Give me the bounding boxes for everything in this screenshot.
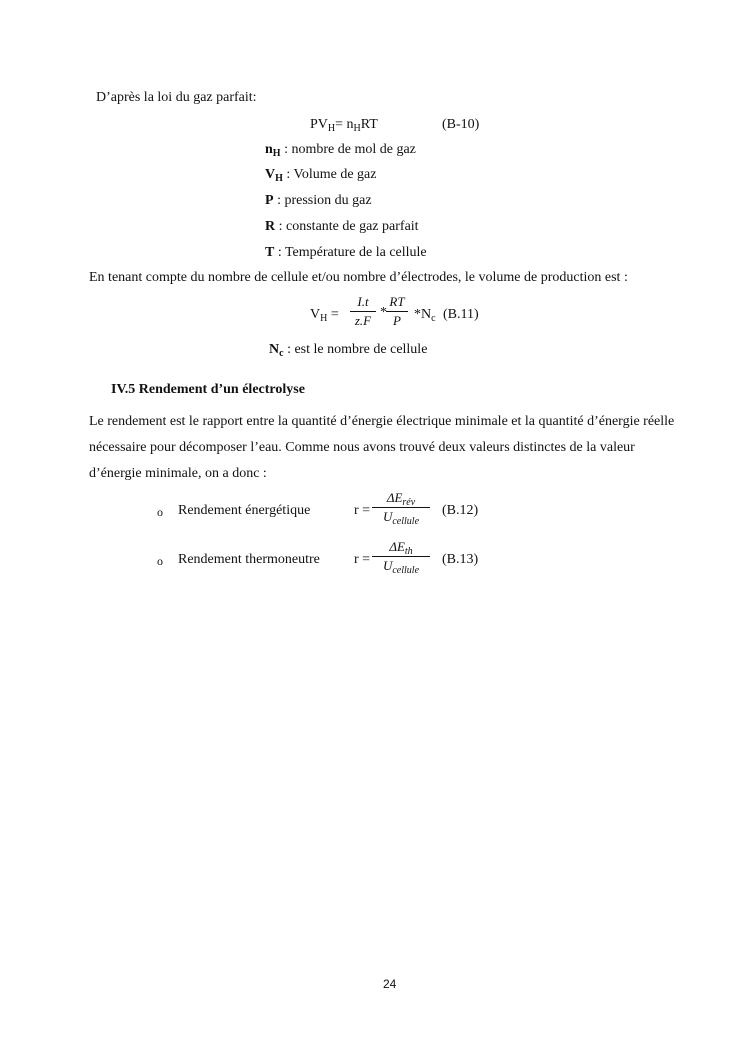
fraction-bar xyxy=(372,507,430,508)
page-number: 24 xyxy=(383,977,397,991)
production-sentence: En tenant compte du nombre de cellule et/ou nombre d’électrodes, le volume de production est : xyxy=(89,270,628,285)
fraction-it-zf: I.t z.F xyxy=(350,294,376,328)
fraction-rendement-thermoneutre: $\Delta E_{th}$ $U_{cellule}$ xyxy=(372,539,430,573)
definition-VH: $V_H$ : Volume de gaz xyxy=(265,167,377,184)
intro-text: D’après la loi du gaz parfait: xyxy=(96,90,257,105)
definition-nH: $n_H$ : nombre de mol de gaz xyxy=(265,142,416,159)
equation-b11-lhs: $V_H$ = xyxy=(310,307,339,324)
bullet-label-thermoneutre: Rendement thermoneutre xyxy=(178,552,320,567)
bullet-marker: o xyxy=(157,554,163,568)
fraction-bar xyxy=(372,556,430,557)
equation-label-b10: (B-10) xyxy=(442,117,480,132)
equation-label-b11: (B.11) xyxy=(443,307,479,322)
fraction-rendement-energetique: $\Delta E_{rév}$ $U_{cellule}$ xyxy=(372,490,430,524)
fraction-rt-p: RT P xyxy=(386,294,408,328)
multiply-sign: * xyxy=(380,305,387,320)
bullet-marker: o xyxy=(157,505,163,519)
r-equals: r = xyxy=(354,552,371,567)
fraction-bar xyxy=(350,311,376,312)
definition-P: P : pression du gaz xyxy=(265,193,372,208)
body-paragraph: Le rendement est le rapport entre la quantité d’énergie électrique minimale et la quantité d’énergie réelle nécessaire pour décomposer l’eau. Comme nous avons trouvé deux valeurs distinctes de la valeur d’énergie minimale, on a donc : xyxy=(89,414,675,481)
bullet-label-energetique: Rendement énergétique xyxy=(178,503,311,518)
definition-R: R : constante de gaz parfait xyxy=(265,219,419,234)
equation-label-b13: (B.13) xyxy=(442,552,479,567)
equation-label-b12: (B.12) xyxy=(442,503,479,518)
equation-b10: $PV_H= n_HRT$ xyxy=(310,117,378,134)
definition-Nc: $N_c$ : est le nombre de cellule xyxy=(269,342,428,359)
definition-T: T : Température de la cellule xyxy=(265,245,427,260)
r-equals: r = xyxy=(354,503,371,518)
fraction-bar xyxy=(386,311,408,312)
equation-b11-tail: $*N_c$ xyxy=(414,307,436,324)
section-heading: IV.5 Rendement d’un électrolyse xyxy=(111,382,305,397)
